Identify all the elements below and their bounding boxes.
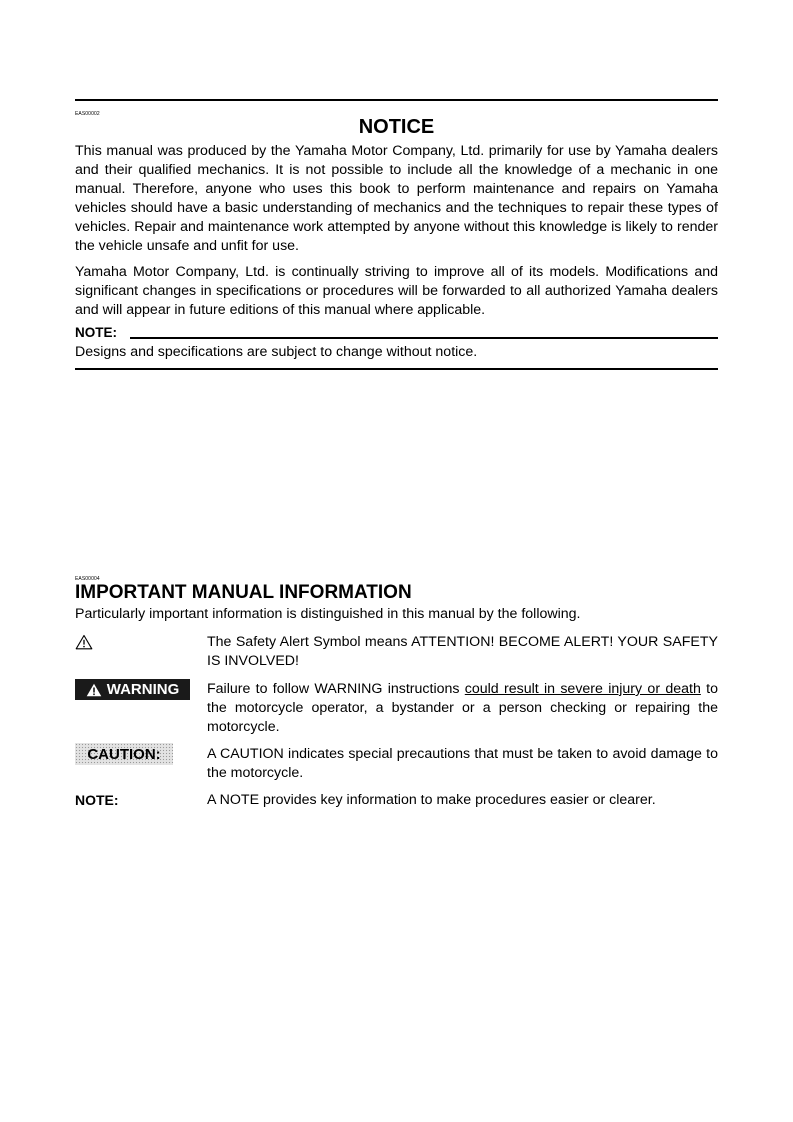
notice-note-text: Designs and specifications are subject to change without notice. xyxy=(75,344,478,360)
warning-text-pre: Failure to follow WARNING instructions xyxy=(207,681,465,697)
warning-text xyxy=(207,680,718,737)
notice-note-label: NOTE: xyxy=(75,325,117,340)
safety-alert-text: The Safety Alert Symbol means ATTENTION! BECOME ALERT! YOUR SAFETY IS INVOLVED! xyxy=(207,634,718,669)
warning-text-post: to the motorcycle operator, a bystander or a person checking or repairing the motorcycle. xyxy=(207,681,718,735)
notice-paragraph-1: This manual was produced by the Yamaha Motor Company, Ltd. primarily for use by Yamaha dealers and their qualified mechanics. It is not possible to include all the knowledge of a mechanic in one manual. Therefore, anyone who uses this book to perform maintenance and repairs on Yamaha vehicles should have a basic understanding of mechanics and the techniques to repair these types of vehicles. Repair and maintenance work attempted by anyone without this knowledge is likely to render the vehicle unsafe and unfit for use. xyxy=(75,143,718,254)
section-code-notice: EAS00002 xyxy=(75,111,100,117)
note-rule xyxy=(130,337,718,339)
note-bottom-rule xyxy=(75,368,718,370)
top-rule xyxy=(75,99,718,101)
notice-title: NOTICE xyxy=(358,116,435,138)
warning-text-underlined: could result in severe injury or death xyxy=(464,681,701,697)
important-intro: Particularly important information is distinguished in this manual by the following. xyxy=(75,606,581,622)
section-code-important: EAS00004 xyxy=(75,576,100,582)
notice-paragraph-2: Yamaha Motor Company, Ltd. is continually striving to improve all of its models. Modifications and significant changes in specifications or procedures will be forwarded to all authorized Yamaha dealers and will appear in future editions of this manual where applicable. xyxy=(75,264,718,318)
important-note-text: A NOTE provides key information to make procedures easier or clearer. xyxy=(207,792,656,808)
caution-text: A CAUTION indicates special precautions that must be taken to avoid damage to the motorcycle. xyxy=(207,746,718,781)
caution-label: CAUTION: xyxy=(87,745,161,763)
warning-triangle-outline-icon xyxy=(75,634,93,655)
caution-badge xyxy=(75,743,173,765)
warning-label: WARNING xyxy=(106,681,180,698)
warning-badge xyxy=(75,679,190,700)
warning-triangle-filled-icon xyxy=(86,683,102,697)
important-title: IMPORTANT MANUAL INFORMATION xyxy=(75,582,412,603)
important-note-label: NOTE: xyxy=(75,792,119,808)
